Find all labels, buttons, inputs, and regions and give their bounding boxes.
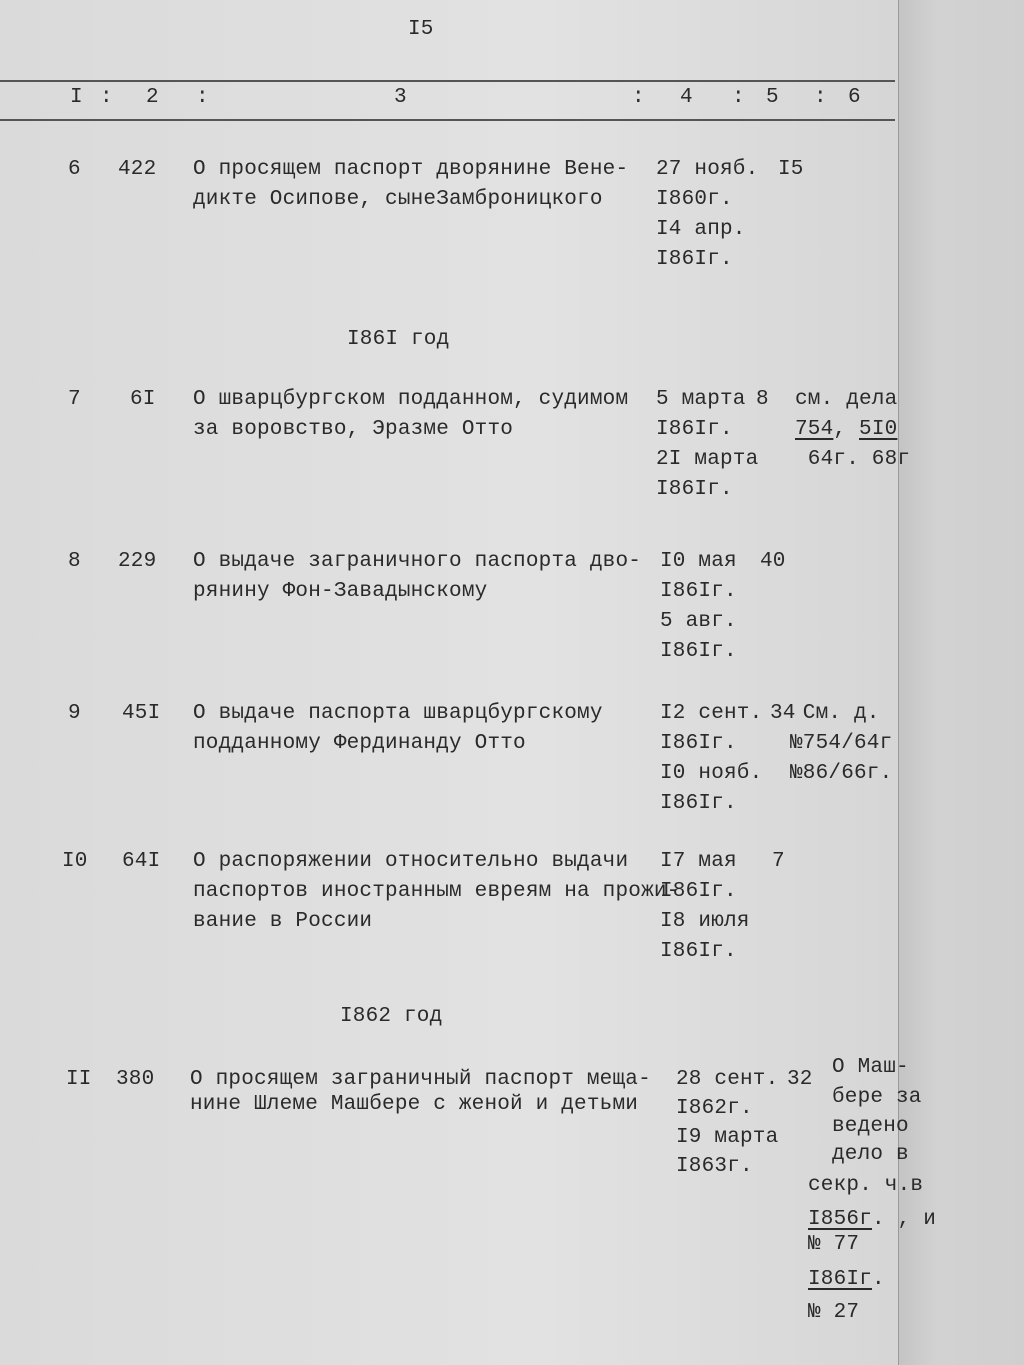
case-date: I2 сент. [660,702,763,725]
case-date: 28 сент. [676,1068,779,1091]
entry-number: 8 [68,550,81,573]
case-date: I86Iг. [660,732,737,755]
note-text: бере за [832,1086,922,1109]
case-title-line: О просящем паспорт дворянине Вене- [193,158,629,181]
case-title-line: за воровство, Эразме Отто [193,418,514,441]
note-text: №86/66г. [790,762,893,785]
case-title-line: рянину Фон-Завадынскому [193,580,488,603]
note-line [790,762,892,786]
header-bottom-rule [0,119,895,121]
column-separator: : [100,86,113,109]
note-line [808,1301,859,1325]
note-text: 5I0 [859,418,898,441]
column-number: 2 [146,86,159,109]
note-line [832,1143,909,1167]
note-line [832,1056,909,1080]
note-text: дело в [832,1143,909,1166]
note-line [795,418,897,442]
adjacent-page-edge [898,0,1024,1365]
case-title-line: О шварцбургском подданном, судимом [193,388,629,411]
case-date: 2I марта [656,448,759,471]
case-date: I4 апр. [656,218,746,241]
column-number: 6 [848,86,861,109]
case-number: 229 [118,550,157,573]
case-date: I0 нояб. [660,762,763,785]
note-text: секр. ч.в [808,1174,924,1197]
case-date: I86Iг. [660,580,737,603]
note-line [795,448,910,472]
column-number: 5 [766,86,779,109]
sheet-count: 32 [787,1068,813,1091]
case-number: 64I [122,850,161,873]
sheet-count: I5 [778,158,804,181]
sheet-count: 8 [756,388,769,411]
case-date: I863г. [676,1155,753,1178]
note-line [808,1233,859,1257]
note-line [808,1174,923,1198]
note-text: № 77 [808,1233,860,1256]
case-title-line: О выдаче заграничного паспорта дво- [193,550,642,573]
note-line [832,1086,922,1110]
note-line [808,1268,885,1292]
note-text: I856г [808,1208,873,1231]
case-date: 5 марта [656,388,746,411]
entry-number: 9 [68,702,81,725]
case-title-line: О просящем заграничный паспорт меща- [190,1068,651,1091]
note-line [832,1115,909,1139]
case-title-line: О распоряжении относительно выдачи [193,850,629,873]
note-text: О Маш- [832,1056,909,1079]
case-title-line: паспортов иностранным евреям на прожи- [193,880,680,903]
case-date: I862г. [676,1097,753,1120]
case-number: 45I [122,702,161,725]
case-date: 5 авг. [660,610,737,633]
case-date: I86Iг. [660,792,737,815]
column-separator: : [196,86,209,109]
note-text: ведено [832,1115,909,1138]
case-number: 380 [116,1068,155,1091]
note-line [790,702,880,726]
case-date: I86Iг. [660,880,737,903]
year-heading: I86I год [347,328,450,351]
column-separator: : [632,86,645,109]
column-number: 3 [394,86,407,109]
year-heading: I862 год [340,1005,443,1028]
entry-number: 6 [68,158,81,181]
case-date: I86Iг. [656,418,733,441]
case-date: I7 мая [660,850,737,873]
case-title-line: нине Шлеме Машбере с женой и детьми [190,1093,639,1116]
case-date: I860г. [656,188,733,211]
note-line [795,388,897,412]
header-top-rule [0,80,895,82]
sheet-count: 7 [772,850,785,873]
case-date: I86Iг. [660,640,737,663]
case-title-line: вание в России [193,910,373,933]
column-number: I [70,86,83,109]
note-text: , [833,418,860,441]
note-text: . [872,1268,885,1291]
note-text: №754/64г [790,732,893,755]
case-title-line: дикте Осипове, сынеЗамброницкого [193,188,603,211]
case-date: I86Iг. [656,478,733,501]
case-date: I8 июля [660,910,750,933]
sheet-count: 34 [770,702,796,725]
entry-number: II [66,1068,92,1091]
entry-number: I0 [62,850,88,873]
note-text: 64г. 68г [795,448,911,471]
case-date: I9 марта [676,1126,779,1149]
note-text: См. д. [790,702,880,725]
note-line [790,732,892,756]
note-text: № 27 [808,1301,860,1324]
sheet-count: 40 [760,550,786,573]
case-title-line: подданному Фердинанду Отто [193,732,526,755]
case-date: I86Iг. [660,940,737,963]
column-separator: : [814,86,827,109]
case-number: 6I [130,388,156,411]
column-separator: : [732,86,745,109]
note-text: см. дела [795,388,898,411]
case-title-line: О выдаче паспорта шварцбургскому [193,702,603,725]
entry-number: 7 [68,388,81,411]
case-date: I86Iг. [656,248,733,271]
page-number: I5 [408,18,434,41]
note-text: I86Iг [808,1268,873,1291]
case-date: 27 нояб. [656,158,759,181]
case-date: I0 мая [660,550,737,573]
note-text: . , и [872,1208,937,1231]
column-number: 4 [680,86,693,109]
note-text: 754 [795,418,834,441]
case-number: 422 [118,158,157,181]
note-line [808,1208,936,1232]
